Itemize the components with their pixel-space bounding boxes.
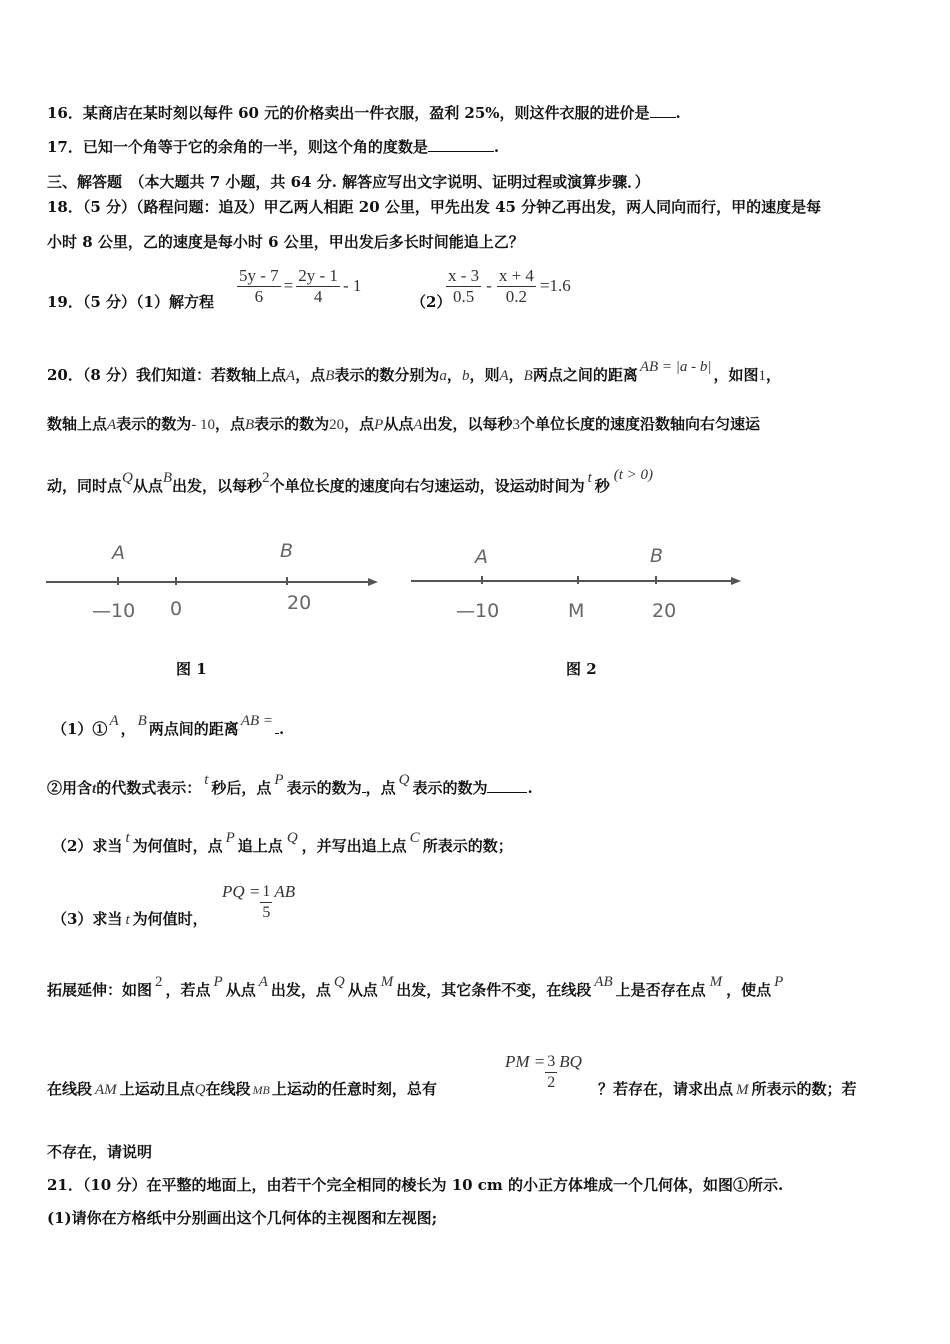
var-P: P <box>374 417 384 433</box>
q16-answer-blank <box>650 103 676 118</box>
q19-fraction-3: $\frac{x - 3}{0.5}$ <box>448 266 480 306</box>
var-a: a <box>439 368 447 384</box>
part-1-circle2: ②用含t的代数式表示： t 秒后，点 P 表示的数为 ，点 Q 表示的数为 . <box>47 772 533 797</box>
ext2-formula: PM = $\frac{3}{2}$ BQ <box>505 1052 582 1091</box>
ext2-fraction: $\frac{3}{2}$ <box>547 1053 556 1091</box>
q16-tail: . <box>675 104 681 122</box>
question-17 <box>47 137 499 157</box>
fig1-tick-label-0: 0 <box>170 598 183 620</box>
part-1-circle1: （1）① A ， B 两点间的距离 AB = . <box>52 713 285 738</box>
q19-fraction-4: $\frac{x + 4}{0.2}$ <box>498 266 534 306</box>
q17-text: 17．已知一个角等于它的余角的一半，则这个角的度数是 <box>47 138 428 156</box>
fig2-tick-label-neg10: —10 <box>456 600 500 622</box>
q19-fraction-2: $\frac{2y - 1}{4}$ <box>298 266 338 306</box>
figure-2-caption: 图 2 <box>566 660 597 678</box>
part-2: （2）求当 t 为何值时，点 P 追上点 Q ，并写出追上点 C 所表示的数； <box>52 830 513 855</box>
extension-line3: 不存在，请说明 <box>47 1143 153 1161</box>
var-B: B <box>325 368 335 384</box>
p1b-answer-blank-2 <box>487 778 527 793</box>
fig1-label-A: A <box>112 542 125 564</box>
fig2-label-A: A <box>475 546 488 568</box>
question-20-line3: 动，同时点Q从点B出发，以每秒2个单位长度的速度向右匀速运动，设运动时间为 t 秒(t > 0) <box>47 467 654 495</box>
figure-2-number-line <box>405 535 750 625</box>
fig1-arrow-icon <box>368 578 378 586</box>
q17-tail: . <box>493 138 500 156</box>
q19-fraction-1: $\frac{5y - 7}{6}$ <box>239 266 279 306</box>
figure-1-number-line <box>40 535 385 625</box>
question-21-line1: 21．（10 分）在平整的地面上，由若干个完全相同的棱长为 10 cm 的小正方体堆成一个几何体，如图①所示. <box>47 1176 784 1194</box>
question-16 <box>47 103 681 123</box>
part-3: （3）求当 t 为何值时， <box>52 910 208 928</box>
var-t: t <box>587 470 592 486</box>
fig1-label-B: B <box>280 540 294 562</box>
fig1-tick-label-20: 20 <box>287 592 312 614</box>
t-condition: (t > 0) <box>613 467 654 483</box>
fig2-label-B: B <box>650 545 664 567</box>
question-19-label: 19．（5 分）（1）解方程 <box>47 293 214 311</box>
question-20-line1: 20．（8 分）我们知道：若数轴上点A，点B表示的数分别为a，b，则A，B两点之间的距离 AB = |a - b| ，如图1， <box>47 359 782 384</box>
p3-formula: PQ = $\frac{1}{5}$ AB <box>222 882 296 921</box>
question-18-line1: 18．（5 分）（路程问题：追及）甲乙两人相距 20 公里，甲先出发 45 分钟乙再出发，两人同向而行，甲的速度是每 <box>47 198 822 216</box>
fig2-tick-label-20: 20 <box>652 600 677 622</box>
q19-equation-2: $\frac{x - 3}{0.5}$ - $\frac{x + 4}{0.2}$ =1.6 <box>448 266 571 306</box>
var-A: A <box>286 368 296 384</box>
extension-line2: 在线段 AM 上运动且点Q在线段 MB 上运动的任意时刻，总有 <box>47 1080 437 1098</box>
figure-1-caption: 图 1 <box>176 660 207 678</box>
extension-line1: 拓展延伸：如图 2 ，若点 P 从点 A 出发，点 Q 从点 M 出发，其它条件不变，在线段 AB 上是否存在点 M ，使点 P <box>47 974 784 999</box>
fig2-arrow-icon <box>731 577 741 585</box>
distance-formula: AB = |a - b| <box>639 359 712 375</box>
q17-answer-blank <box>428 137 494 152</box>
section-3-heading: 三、解答题 （本大题共 7 小题，共 64 分. 解答应写出文字说明、证明过程或演算步骤．） <box>47 173 650 191</box>
var-Q: Q <box>122 470 133 486</box>
q16-text: 16．某商店在某时刻以每件 60 元的价格卖出一件衣服，盈利 25%，则这件衣服的进价是 <box>47 104 650 122</box>
fig1-tick-label-neg10: —10 <box>92 600 136 622</box>
question-20-line2: 数轴上点A表示的数为- 10，点B表示的数为20，点P从点A出发，以每秒3个单位长度的速度沿数轴向右匀速运 <box>47 415 761 433</box>
question-18-line2: 小时 8 公里，乙的速度是每小时 6 公里，甲出发后多长时间能追上乙？ <box>47 233 524 251</box>
question-21-line2: (1)请你在方格纸中分别画出这个几何体的主视图和左视图; <box>47 1209 438 1227</box>
var-b: b <box>461 368 470 384</box>
fig2-tick-label-M: M <box>568 600 585 622</box>
var-M: M <box>380 974 394 990</box>
q19-part2-label: （2） <box>411 293 452 311</box>
extension-line2-tail: ？若存在，请求出点 M 所表示的数；若 <box>598 1080 857 1098</box>
q19-equation-1: $\frac{5y - 7}{6}$ = $\frac{2y - 1}{4}$ - 1 <box>239 266 362 306</box>
var-C: C <box>409 830 420 846</box>
p3-fraction: $\frac{1}{5}$ <box>262 883 271 921</box>
